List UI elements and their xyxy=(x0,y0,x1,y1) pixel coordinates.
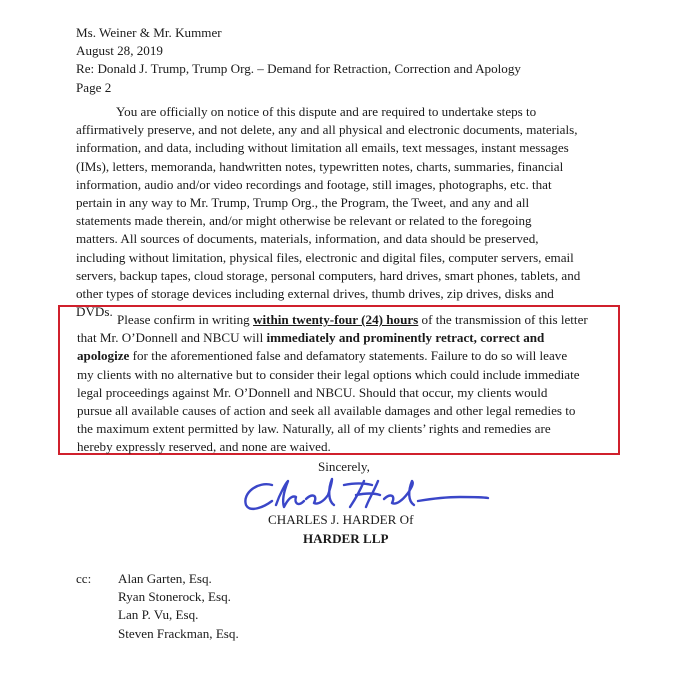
paragraph-line: DVDs. xyxy=(76,304,113,320)
cc-recipient: Lan P. Vu, Esq. xyxy=(118,607,199,623)
firm-name: HARDER LLP xyxy=(303,531,389,546)
signer-name: CHARLES J. HARDER Of xyxy=(268,512,414,527)
demand-line: the maximum extent permitted by law. Naturally, all of my clients’ rights and remedies are xyxy=(77,421,551,437)
cc-label: cc: xyxy=(76,571,92,586)
demand-line: pursue all available causes of action and seek all available damages and other legal remedies to xyxy=(77,403,576,419)
paragraph-line: other types of storage devices including external drives, thumb drives, zip drives, disks and xyxy=(76,286,554,302)
demand-line: my clients with no alternative but to consider their legal options which could include immediate xyxy=(77,366,580,382)
highlighted-demand-box xyxy=(58,305,620,455)
addressee: Ms. Weiner & Mr. Kummer xyxy=(76,25,222,40)
retract-emphasis: immediately and prominently retract, correct and xyxy=(266,330,545,346)
cc-recipient: Alan Garten, Esq. xyxy=(118,571,212,586)
demand-text: for the aforementioned false and defamatory statements. Failure to do so will leave xyxy=(129,348,568,364)
closing-salutation: Sincerely, xyxy=(318,459,370,474)
letter-date: August 28, 2019 xyxy=(76,43,163,59)
paragraph-line: information, audio and/or video recordings and footage, still images, photographs, etc. that xyxy=(76,176,552,192)
paragraph-line: (IMs), letters, memoranda, handwritten notes, typewritten notes, charts, summaries, financial xyxy=(76,158,564,174)
subject-line: Re: Donald J. Trump, Trump Org. – Demand for Retraction, Correction and Apology xyxy=(76,61,521,77)
demand-line: hereby expressly reserved, and none are waived. xyxy=(77,439,331,455)
demand-line: legal proceedings against Mr. O’Donnell and NBCU. Should that occur, my clients would xyxy=(77,384,548,400)
demand-line xyxy=(77,347,588,365)
demand-line xyxy=(77,329,588,347)
paragraph-line: matters. All sources of documents, materials, information, and data should be preserved, xyxy=(76,231,539,247)
cc-recipient: Steven Frackman, Esq. xyxy=(118,625,239,641)
preservation-paragraph xyxy=(76,103,608,321)
paragraph-line: pertain in any way to Mr. Trump, Trump Org., the Program, the Tweet, and any and all xyxy=(76,195,530,211)
demand-paragraph xyxy=(77,311,588,457)
demand-text: Please confirm in writing xyxy=(117,312,254,327)
paragraph-line: information, and data, including without limitation all emails, text messages, instant messages xyxy=(76,140,569,156)
demand-text: of the transmission of this letter xyxy=(418,312,588,327)
paragraph-line: You are officially on notice of this dispute and are required to undertake steps to xyxy=(116,104,537,119)
demand-text: that Mr. O’Donnell and NBCU will xyxy=(77,330,267,346)
page-number: Page 2 xyxy=(76,79,112,95)
cc-recipient: Ryan Stonerock, Esq. xyxy=(118,589,231,605)
paragraph-line: including without limitation, physical files, electronic and digital files, computer servers, email xyxy=(76,249,574,265)
paragraph-line: affirmatively preserve, and not delete, any and all physical and electronic documents, materials, xyxy=(76,122,578,138)
paragraph-line: servers, backup tapes, cloud storage, personal computers, hard drives, smart phones, tablets, and xyxy=(76,267,581,283)
apologize-emphasis: apologize xyxy=(77,348,130,364)
demand-line xyxy=(77,311,588,329)
deadline-emphasis: within twenty-four (24) hours xyxy=(253,312,419,327)
handwritten-signature xyxy=(232,475,492,515)
letter-header xyxy=(76,24,521,97)
paragraph-line: statements made therein, and/or might otherwise be relevant or related to the foregoing xyxy=(76,213,532,229)
cc-recipients xyxy=(118,570,239,643)
